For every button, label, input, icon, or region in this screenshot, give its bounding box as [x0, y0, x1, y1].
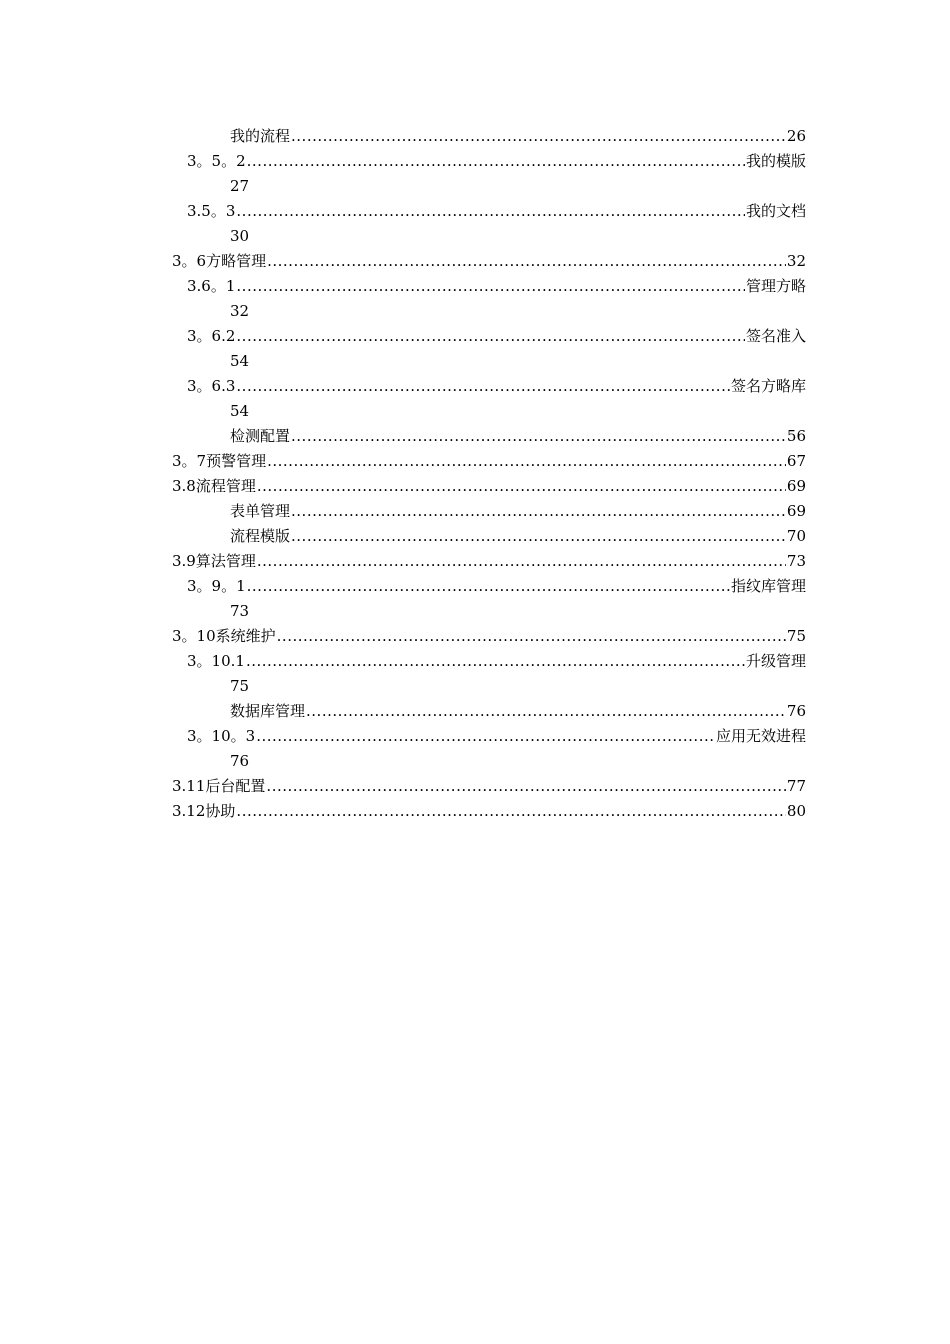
- toc-entry-page-continuation: 32: [230, 302, 250, 320]
- toc-entry[interactable]: [172, 149, 806, 174]
- toc-entry-title: 我的模版: [745, 152, 806, 170]
- toc-leader-dots: [236, 274, 745, 299]
- toc-leader-dots: [266, 774, 785, 799]
- toc-entry[interactable]: [172, 499, 806, 524]
- toc-entry-page: 32: [786, 252, 806, 270]
- toc-leader-dots: [247, 149, 745, 174]
- toc-entry-number: 3。6.3: [187, 377, 236, 395]
- toc-entry-page: 69: [786, 477, 806, 495]
- toc-entry-page: 73: [786, 552, 806, 570]
- toc-entry-number: 3。10。3: [187, 727, 256, 745]
- toc-entry[interactable]: [172, 124, 806, 149]
- toc-entry-number: 3。10: [172, 627, 216, 645]
- table-of-contents: [172, 124, 806, 824]
- toc-leader-dots: [291, 124, 786, 149]
- toc-entry-title: 方略管理: [206, 252, 267, 270]
- toc-entry-title: 升级管理: [745, 652, 806, 670]
- toc-entry-number: 3.5。3: [187, 202, 236, 220]
- toc-entry[interactable]: [172, 724, 806, 749]
- toc-leader-dots: [257, 474, 786, 499]
- toc-entry-page-continuation: 54: [230, 352, 250, 370]
- toc-entry[interactable]: [172, 474, 806, 499]
- toc-entry[interactable]: [172, 324, 806, 349]
- toc-entry-page: 70: [786, 527, 806, 545]
- toc-entry-page-continuation: 54: [230, 402, 250, 420]
- toc-leader-dots: [267, 249, 786, 274]
- toc-entry-title: 流程模版: [230, 527, 291, 545]
- toc-entry[interactable]: [172, 424, 806, 449]
- toc-leader-dots: [236, 374, 730, 399]
- toc-leader-dots: [277, 624, 786, 649]
- toc-entry[interactable]: [172, 549, 806, 574]
- toc-entry-title: 检测配置: [230, 427, 291, 445]
- toc-entry-title: 算法管理: [195, 552, 256, 570]
- toc-entry-title: 签名方略库: [730, 377, 806, 395]
- toc-entry[interactable]: [172, 624, 806, 649]
- toc-entry[interactable]: [172, 274, 806, 299]
- toc-entry-page-continuation: 76: [230, 752, 250, 770]
- toc-leader-dots: [291, 424, 786, 449]
- toc-entry-title: 我的文档: [745, 202, 806, 220]
- toc-entry-page-continuation: 27: [230, 177, 250, 195]
- toc-entry-page: 69: [786, 502, 806, 520]
- toc-leader-dots: [236, 324, 745, 349]
- toc-entry-number: 3。10.1: [187, 652, 245, 670]
- toc-entry-page: 75: [786, 627, 806, 645]
- toc-leader-dots: [236, 799, 785, 824]
- toc-entry[interactable]: [172, 574, 806, 599]
- toc-entry[interactable]: [172, 799, 806, 824]
- toc-entry[interactable]: [172, 449, 806, 474]
- toc-entry-number: 3。9。1: [187, 577, 246, 595]
- toc-entry-page: 67: [786, 452, 806, 470]
- toc-entry[interactable]: [172, 649, 806, 674]
- toc-entry-title: 协助: [205, 802, 236, 820]
- toc-entry-page: 76: [786, 702, 806, 720]
- toc-entry-page-continuation: 75: [230, 677, 250, 695]
- toc-entry-title: 表单管理: [230, 502, 291, 520]
- toc-entry-number: 3。6.2: [187, 327, 236, 345]
- toc-entry-title: 系统维护: [215, 627, 276, 645]
- toc-entry[interactable]: [172, 249, 806, 274]
- toc-entry-title: 管理方略: [745, 277, 806, 295]
- toc-entry-number: 3.9: [172, 552, 196, 570]
- toc-entry-number: 3.12: [172, 802, 206, 820]
- toc-entry-page: 56: [786, 427, 806, 445]
- toc-entry-number: 3.8: [172, 477, 196, 495]
- toc-entry-page-continuation: 30: [230, 227, 250, 245]
- toc-entry[interactable]: [172, 774, 806, 799]
- toc-leader-dots: [257, 549, 786, 574]
- toc-entry-title: 后台配置: [205, 777, 266, 795]
- toc-leader-dots: [291, 499, 786, 524]
- toc-entry-number: 3。5。2: [187, 152, 246, 170]
- toc-entry[interactable]: [172, 374, 806, 399]
- toc-entry-title: 指纹库管理: [730, 577, 806, 595]
- toc-leader-dots: [256, 724, 715, 749]
- toc-entry-number: 3。6: [172, 252, 207, 270]
- toc-entry-title: 流程管理: [195, 477, 256, 495]
- toc-entry-number: 3.6。1: [187, 277, 236, 295]
- toc-leader-dots: [236, 199, 745, 224]
- toc-entry-page: 77: [786, 777, 806, 795]
- toc-leader-dots: [306, 699, 786, 724]
- toc-entry-title: 预警管理: [206, 452, 267, 470]
- toc-entry-title: 签名准入: [745, 327, 806, 345]
- toc-leader-dots: [267, 449, 786, 474]
- toc-entry[interactable]: [172, 524, 806, 549]
- toc-entry-page: 26: [786, 127, 806, 145]
- toc-leader-dots: [246, 649, 745, 674]
- toc-entry-title: 数据库管理: [230, 702, 306, 720]
- toc-entry[interactable]: [172, 199, 806, 224]
- toc-leader-dots: [247, 574, 730, 599]
- toc-entry-title: 我的流程: [230, 127, 291, 145]
- toc-entry-title: 应用无效进程: [715, 727, 806, 745]
- toc-entry-number: 3.11: [172, 777, 206, 795]
- toc-entry-number: 3。7: [172, 452, 207, 470]
- toc-leader-dots: [291, 524, 786, 549]
- toc-entry[interactable]: [172, 699, 806, 724]
- toc-entry-page-continuation: 73: [230, 602, 250, 620]
- toc-entry-page: 80: [786, 802, 806, 820]
